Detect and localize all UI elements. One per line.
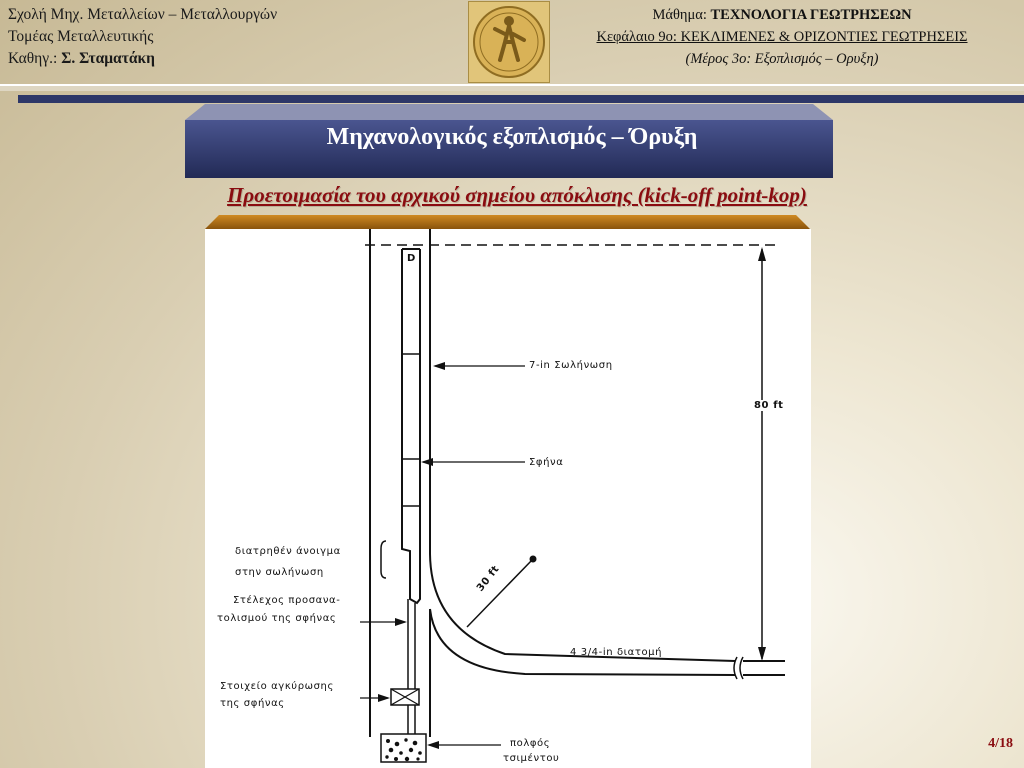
header-left (8, 4, 277, 70)
course-prefix: Μάθημα: (652, 7, 707, 23)
label-plug-1: πολφός (510, 738, 551, 749)
instructor-prefix: Καθηγ.: (8, 50, 58, 67)
university-logo (468, 1, 550, 83)
label-depth: 80 ft (754, 400, 784, 411)
label-radius: 30 ft (475, 563, 502, 594)
label-whipstock: Σφήνα (529, 457, 564, 468)
instructor-name: Σ. Σταματάκη (61, 50, 155, 67)
part-line: (Μέρος 3ο: Εξοπλισμός – Ορυξη) (685, 51, 879, 67)
label-section: 4 3/4-in διατομή (570, 647, 663, 658)
page-number: 4/18 (988, 736, 1013, 751)
pipe-break (734, 657, 743, 679)
whipstock-slant (402, 539, 420, 603)
label-window-1: διατρηθέν άνοιγμα (235, 546, 341, 557)
slide-subtitle: Προετοιμασία του αρχικού σημείου απόκλισης (kick-off point-kop) (227, 183, 807, 207)
window-bracket (381, 541, 386, 578)
label-plug-2: τσιμέντου (503, 753, 560, 764)
label-anchor-1: Στοιχείο αγκύρωσης (220, 681, 334, 692)
label-casing: 7-in Σωλήνωση (529, 360, 613, 371)
instructor-line (8, 48, 277, 70)
header-divider-navy (18, 95, 1024, 103)
course-name: ΤΕΧΝΟΛΟΓΙΑ ΓΕΩΤΡΗΣΕΩΝ (710, 7, 912, 23)
label-anchor-2: της σφήνας (220, 698, 285, 709)
label-top-d: D (407, 253, 416, 264)
header-divider-beige (0, 86, 1024, 91)
slide-title: Μηχανολογικός εξοπλισμός – Όρυξη (326, 124, 698, 150)
label-stem-1: Στέλεχος προσανα- (233, 595, 341, 606)
whipstock-diagram (205, 229, 811, 768)
header-right (540, 4, 1024, 70)
school-name: Σχολή Μηχ. Μεταλλείων – Μεταλλουργών (8, 6, 278, 23)
department-name: Τομέας Μεταλλευτικής (8, 28, 154, 45)
label-window-2: στην σωλήνωση (235, 567, 324, 578)
course-line (540, 4, 1024, 26)
chapter-line: Κεφάλαιο 9ο: ΚΕΚΛΙΜΕΝΕΣ & ΟΡΙΖΟΝΤΙΕΣ ΓΕΩΤΡΗΣΕΙΣ (596, 29, 968, 45)
label-stem-2: τολισμού της σφήνας (217, 613, 337, 624)
deviated-hole-outer (430, 554, 735, 661)
figure-top-bar (205, 215, 810, 229)
